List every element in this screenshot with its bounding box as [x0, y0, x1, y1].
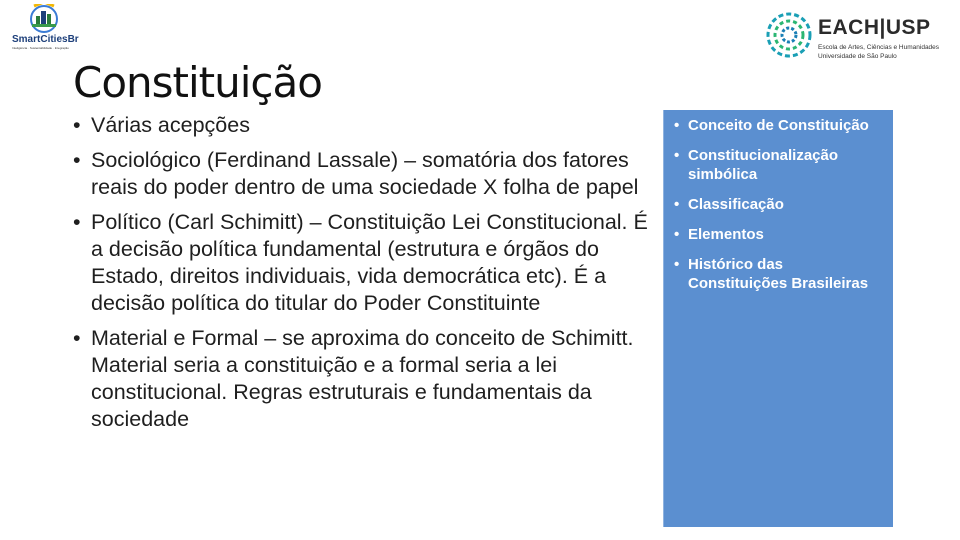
each-usp-name: EACH|USP [818, 16, 931, 39]
each-usp-subtitle-1: Escola de Artes, Ciências e Humanidades [818, 44, 940, 51]
topic-item: • Classificação [674, 195, 885, 214]
logo-brand-text: SmartCitiesBr [12, 34, 79, 45]
each-usp-subtitle-2: Universidade de São Paulo [818, 53, 897, 60]
bullet-item: • Várias acepções [73, 112, 653, 139]
topic-item: • Histórico das Constituições Brasileiras [674, 255, 885, 293]
logo-tagline: Inteligência · Sustentabilidade · Integração [12, 46, 69, 50]
bullet-item: • Sociológico (Ferdinand Lassale) – somatória dos fatores reais do poder dentro de uma sociedade X folha de papel [73, 147, 653, 201]
each-usp-logo [764, 10, 954, 66]
topics-list [664, 110, 893, 293]
bullet-item: • Político (Carl Schimitt) – Constituição Lei Constitucional. É a decisão política fundamental (estrutura e órgãos do Estado, direitos individuais, vida democrática etc). É a decisão política do titular do Poder Constituinte [73, 209, 653, 317]
topic-item: • Constitucionalização simbólica [674, 146, 885, 184]
slide-title: Constituição [73, 58, 322, 107]
main-bullet-list [73, 112, 653, 441]
topic-item: • Conceito de Constituição [674, 116, 885, 135]
topics-panel [663, 110, 893, 527]
bullet-item: • Material e Formal – se aproxima do conceito de Schimitt. Material seria a constituição e a formal seria a lei constitucional. Regras estruturais e fundamentais da sociedade [73, 325, 653, 433]
smartcitiesbr-logo [10, 4, 92, 52]
each-emblem-icon [764, 10, 814, 60]
topic-item: • Elementos [674, 225, 885, 244]
city-skyline-icon [24, 4, 64, 34]
